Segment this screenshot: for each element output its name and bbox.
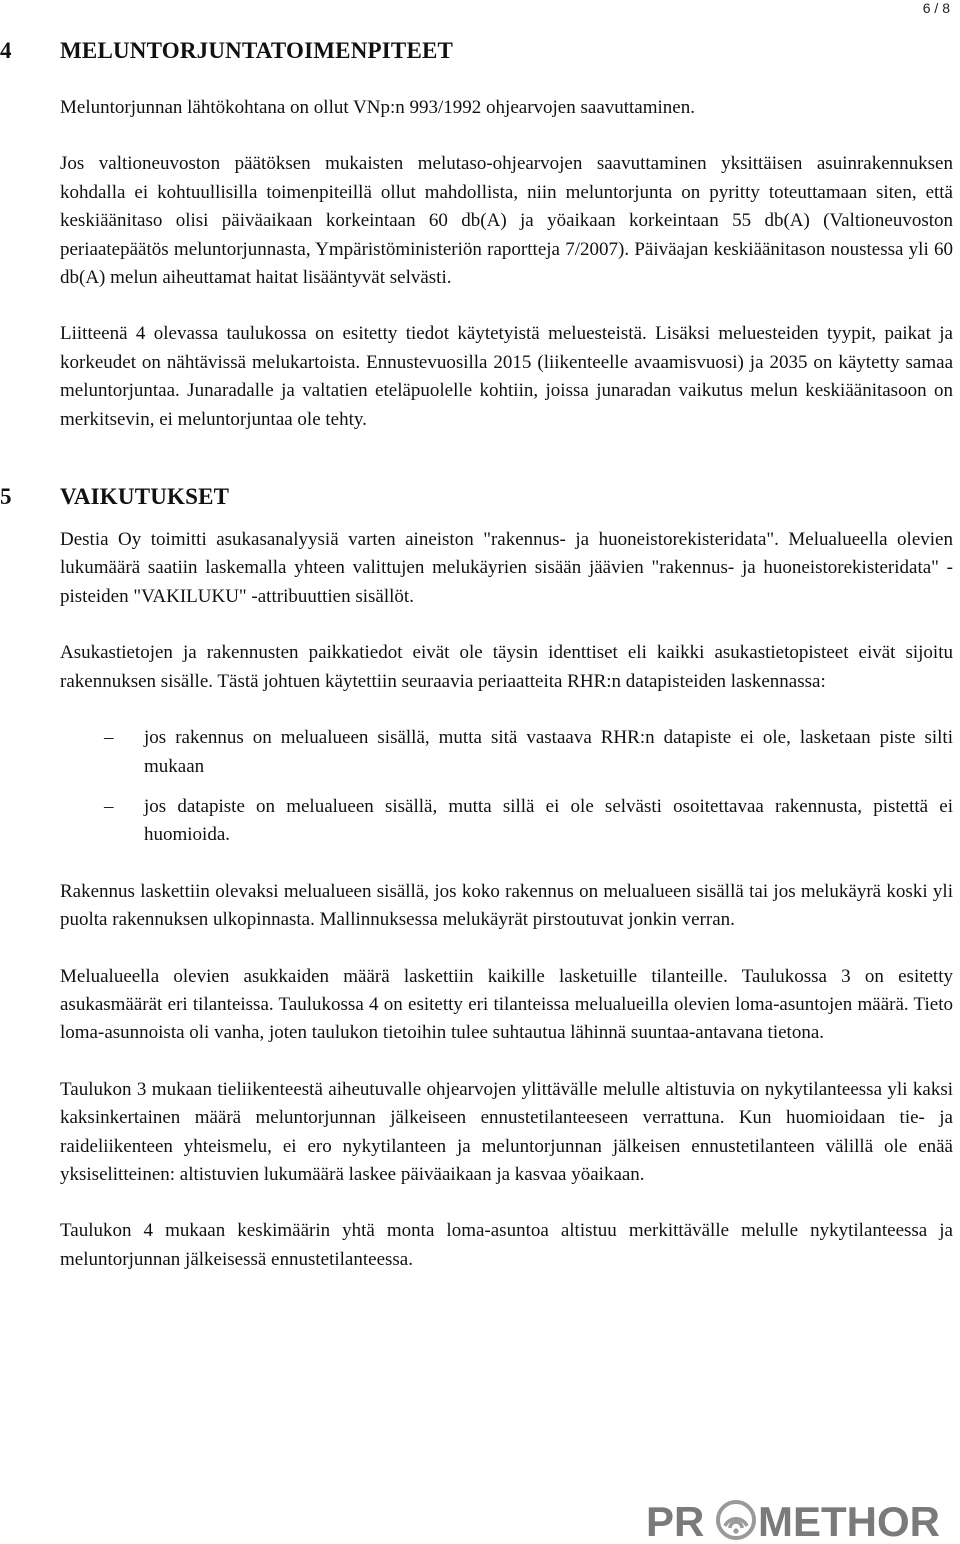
paragraph: Liitteenä 4 olevassa taulukossa on esitetty tiedot käytetyistä meluesteistä. Lisäksi meluesteiden tyypit, paikat ja korkeudet on nähtävissä melukartoista. Ennustevuosilla 2015 (liikenteelle avaamisvuosi) ja 2035 on käytetty samaa meluntorjuntaa. Junaradalle ja valtatien eteläpuolelle kohtiin, joissa junaradan vaikutus melun keskiäänitasoon on merkitsevin, ei meluntorjuntaa ole tehty. — [60, 323, 953, 430]
list-item — [60, 724, 953, 781]
logo-text-left: PR — [646, 1498, 705, 1542]
paragraph: Taulukon 3 mukaan tieliikenteestä aiheutuvalle ohjearvojen ylittävälle melulle altistuvia on nykytilanteessa yli kaksi kaksinkertainen määrä meluntorjunnan jälkeiseen ennustetilanteeseen verrattuna. Kun huomioidaan tie- ja raideliikenteen yhteismelu, ei ero nykytilanteen ja meluntorjunnan jälkeisen ennustetilanteen välillä ole enää yksiselitteinen: altistuvien lukumäärä laskee päiväaikaan ja kasvaa yöaikaan. — [60, 1078, 953, 1185]
section-heading-4 — [0, 38, 953, 74]
section-number: 4 — [0, 38, 12, 63]
paragraph: Melualueella olevien asukkaiden määrä laskettiin kaikille lasketuille tilanteille. Taulukossa 3 on esitetty asukasmäärät eri tilanteissa. Taulukossa 4 on esitetty eri tilanteissa melualueilla olevien loma-asuntojen määrä. Tieto loma-asunnoista oli vanha, joten taulukon tietoihin tulee suhtautua lähinnä suuntaa-antavana tietona. — [60, 965, 953, 1044]
bullet-dash: – — [104, 795, 114, 817]
paragraph: Rakennus laskettiin olevaksi melualueen sisällä, jos koko rakennus on melualueen sisällä tai jos melukäyrä koski yli puolta rakennuksen ulkopinnasta. Mallinnuksessa melukäyrät pirstoutuvat jonkin verran. — [60, 880, 953, 931]
section-title: MELUNTORJUNTATOIMENPITEET — [60, 38, 454, 63]
list-item-text: jos datapiste on melualueen sisällä, mutta sillä ei ole selvästi osoitettavaa rakennusta, pistettä ei huomioida. — [144, 795, 953, 846]
paragraph: Meluntorjunnan lähtökohtana on ollut VNp:n 993/1992 ohjearvojen saavuttaminen. — [60, 97, 695, 118]
section-heading-5 — [0, 484, 953, 520]
paragraph: Jos valtioneuvoston päätöksen mukaisten melutaso-ohjearvojen saavuttaminen yksittäisen asuinrakennuksen kohdalla ei kohtuullisilla toimenpiteillä ollut mahdollista, niin meluntorjunta on pyritty toteuttamaan siten, että keskiäänitaso olisi päiväaikaan korkeintaan 60 db(A) ja yöaikaan korkeintaan 55 db(A) (Valtioneuvoston periaatepäätös meluntorjunnasta, Ympäristöministeriön raportteja 7/2007). Päiväajan keskiäänitason noustessa yli 60 db(A) melun aiheuttamat haitat lisääntyvät selvästi. — [60, 153, 953, 289]
bullet-list — [60, 724, 953, 850]
logo-text-right: METHOR — [758, 1498, 940, 1542]
paragraph: Taulukon 4 mukaan keskimäärin yhtä monta loma-asuntoa altistuu merkittävälle melulle nykytilanteessa ja meluntorjunnan jälkeisessä ennustetilanteessa. — [60, 1220, 953, 1270]
section-number: 5 — [0, 484, 12, 510]
document-body — [0, 38, 953, 1274]
list-item-text: jos rakennus on melualueen sisällä, mutta sitä vastaava RHR:n datapiste ei ole, lasketaan piste silti mukaan — [144, 727, 953, 777]
signal-icon — [718, 1502, 754, 1538]
paragraph: Asukastietojen ja rakennusten paikkatiedot eivät ole täysin identtiset eli kaikki asukastietopisteet eivät sijoitu rakennuksen sisälle. Tästä johtuen käytettiin seuraavia periaatteita RHR:n datapisteiden laskennassa: — [60, 642, 953, 692]
section-title: VAIKUTUKSET — [60, 484, 230, 510]
paragraph: Destia Oy toimitti asukasanalyysiä varten aineiston "rakennus- ja huoneistorekisteridata". Melualueella olevien lukumäärä saatiin laskemalla yhteen valittujen melukäyrien sisään jäävien "rakennus- ja huoneistorekisteridata" -pisteiden "VAKILUKU" -attribuuttien sisällöt. — [60, 529, 953, 607]
page-number: 6 / 8 — [922, 0, 950, 16]
list-item — [60, 793, 953, 850]
bullet-dash: – — [104, 727, 114, 749]
promethor-logo — [644, 1496, 956, 1542]
